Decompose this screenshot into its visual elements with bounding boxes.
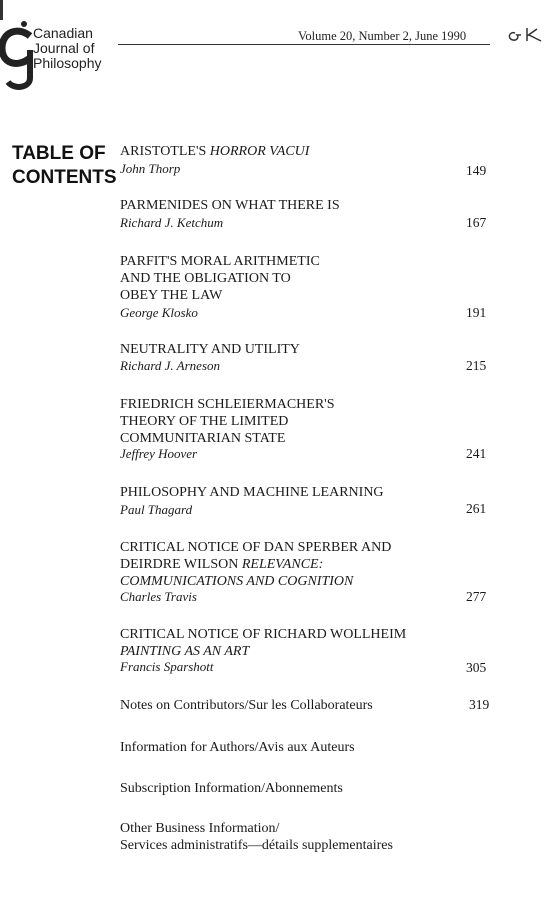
article-author: Jeffrey Hoover bbox=[120, 446, 198, 461]
notes-page: 319 bbox=[469, 697, 490, 712]
article-title-line: THEORY OF THE LIMITED bbox=[120, 414, 289, 429]
article-title-line: COMMUNITARIAN STATE bbox=[120, 431, 286, 446]
article-title-line: NEUTRALITY AND UTILITY bbox=[120, 342, 300, 357]
article-page: 261 bbox=[466, 501, 487, 516]
italic-title-fragment: HORROR VACUI bbox=[209, 144, 310, 159]
article-title-line: COMMUNICATIONS AND COGNITION bbox=[120, 574, 354, 589]
article-page: 277 bbox=[466, 589, 487, 604]
issue-info: Volume 20, Number 2, June 1990 bbox=[298, 29, 467, 43]
article-title-line: PARMENIDES ON WHAT THERE IS bbox=[120, 198, 340, 213]
article-page: 149 bbox=[466, 163, 487, 178]
header-rule bbox=[118, 44, 490, 45]
article-title bbox=[120, 341, 300, 358]
article-author: Richard J. Ketchum bbox=[120, 215, 224, 230]
journal-name-line: Canadian bbox=[33, 25, 93, 41]
other-info-line: Other Business Information/ bbox=[120, 821, 280, 836]
article-page: 167 bbox=[466, 215, 487, 230]
journal-name-line: Journal of bbox=[33, 40, 95, 56]
article-author: John Thorp bbox=[120, 161, 181, 176]
toc-heading bbox=[12, 142, 117, 190]
article-title bbox=[120, 484, 384, 501]
journal-name bbox=[33, 26, 102, 71]
article-title-line: PARFIT'S MORAL ARITHMETIC bbox=[120, 254, 320, 269]
article-title-line: DEIRDRE WILSON RELEVANCE: bbox=[120, 557, 324, 572]
notes-on-contributors[interactable]: Notes on Contributors/Sur les Collaborateurs bbox=[120, 698, 373, 713]
article-page: 191 bbox=[466, 305, 487, 320]
article-title bbox=[120, 539, 391, 590]
article-title bbox=[120, 197, 340, 214]
article-author: Francis Sparshott bbox=[120, 659, 214, 674]
article-title-line: ARISTOTLE'S HORROR VACUI bbox=[120, 144, 310, 159]
article-title bbox=[120, 396, 335, 447]
article-title bbox=[120, 253, 320, 304]
article-title-line: CRITICAL NOTICE OF DAN SPERBER AND bbox=[120, 540, 392, 555]
article-title bbox=[120, 143, 309, 160]
article-author: Paul Thagard bbox=[120, 502, 193, 517]
article-title-line: FRIEDRICH SCHLEIERMACHER'S bbox=[120, 397, 335, 412]
toc-heading-line: TABLE OF bbox=[12, 143, 106, 164]
article-title-line: PAINTING AS AN ART bbox=[120, 644, 250, 659]
article-title bbox=[120, 626, 406, 660]
toc-heading-line: CONTENTS bbox=[12, 167, 117, 188]
other-business-information[interactable] bbox=[120, 820, 393, 854]
handwritten-initials-icon bbox=[505, 25, 545, 45]
article-author: Charles Travis bbox=[120, 589, 197, 604]
article-page: 215 bbox=[466, 358, 487, 373]
article-title-line: PHILOSOPHY AND MACHINE LEARNING bbox=[120, 485, 384, 500]
article-title-line: OBEY THE LAW bbox=[120, 288, 223, 303]
article-page: 241 bbox=[466, 446, 487, 461]
article-author: Richard J. Arneson bbox=[120, 358, 221, 373]
article-page: 305 bbox=[466, 660, 487, 675]
information-for-authors[interactable]: Information for Authors/Avis aux Auteurs bbox=[120, 740, 355, 755]
article-author: George Klosko bbox=[120, 305, 198, 320]
other-info-line: Services administratifs—détails supplementaires bbox=[120, 838, 393, 853]
journal-name-line: Philosophy bbox=[33, 55, 102, 71]
journal-logo bbox=[0, 14, 150, 94]
article-title-line: CRITICAL NOTICE OF RICHARD WOLLHEIM bbox=[120, 627, 407, 642]
italic-title-fragment: RELEVANCE: bbox=[241, 557, 324, 572]
article-title-line: AND THE OBLIGATION TO bbox=[120, 271, 291, 286]
subscription-information[interactable]: Subscription Information/Abonnements bbox=[120, 781, 343, 796]
